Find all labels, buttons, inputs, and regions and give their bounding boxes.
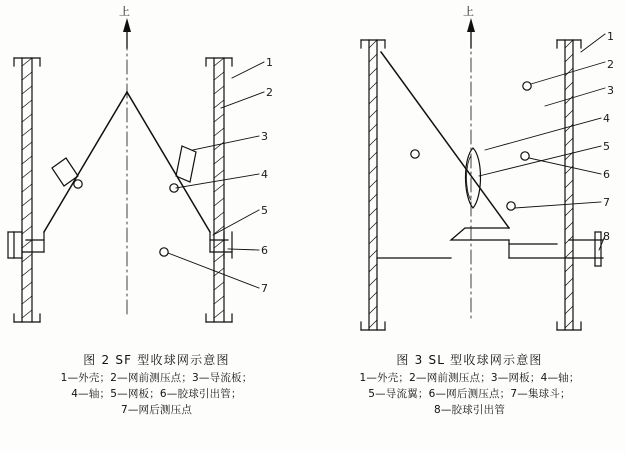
callout-3: 3	[261, 130, 268, 143]
pressure-tap-after-screen	[160, 248, 168, 256]
shell-right-hatch	[565, 40, 573, 328]
callout-1: 1	[266, 56, 273, 69]
ball-collecting-hopper	[451, 228, 569, 258]
figure-2-legend-line-1: 1—外壳；2—网前测压点；3—导流板；	[60, 371, 253, 384]
shell-left-wall	[361, 40, 385, 330]
callout-leaders	[168, 62, 264, 288]
ball-outlet-pipe	[569, 232, 603, 266]
callout-7: 7	[261, 282, 268, 295]
pressure-tap-shaft	[523, 82, 531, 90]
callout-4: 4	[603, 112, 610, 125]
figure-2-legend-line-2: 4—轴；5—网板；6—胶球引出管；	[71, 387, 242, 400]
callout-5: 5	[603, 140, 610, 153]
ball-outlet-pipe-right	[210, 232, 232, 258]
callout-8: 8	[603, 230, 610, 243]
pressure-tap-lower	[507, 202, 515, 210]
figure-2-legend-line-3: 7—网后测压点	[120, 404, 193, 417]
callout-6: 6	[261, 244, 268, 257]
guide-plate-right	[176, 146, 196, 182]
figure-3-caption	[313, 351, 626, 418]
figure-3-legend-line-1: 1—外壳；2—网前测压点；3—网板；4—轴；	[359, 371, 580, 384]
shell-right-hatch	[214, 58, 224, 318]
pressure-tap-before-screen	[411, 150, 419, 158]
callout-1: 1	[607, 30, 614, 43]
callout-2: 2	[266, 86, 273, 99]
shell-left-wall	[14, 58, 40, 322]
figure-3-legend-line-2: 5—导流翼；6—网后测压点；7—集球斗；	[368, 387, 571, 400]
shell-left-hatch	[369, 40, 377, 328]
shell-left-hatch	[22, 58, 32, 318]
figure-3-title: 图 3 SL 型收球网示意图	[396, 353, 543, 367]
flow-label-up: 上	[119, 5, 130, 18]
shell-right-wall	[557, 40, 581, 330]
figure-3-legend-line-3: 8—胶球引出管	[433, 404, 506, 417]
pressure-tap-before-screen	[74, 180, 82, 188]
figure-2-caption	[0, 351, 313, 418]
callout-leaders	[479, 34, 605, 250]
callout-2: 2	[607, 58, 614, 71]
shell-right-wall	[206, 58, 232, 322]
figure-3-panel	[313, 0, 626, 453]
pressure-tap-after-screen	[521, 152, 529, 160]
callout-5: 5	[261, 204, 268, 217]
screen-plate-inclined	[381, 52, 509, 228]
flow-label-up: 上	[463, 5, 474, 18]
callout-7: 7	[603, 196, 610, 209]
callout-3: 3	[607, 84, 614, 97]
callout-4: 4	[261, 168, 268, 181]
callout-6: 6	[603, 168, 610, 181]
figure-3-drawing	[313, 0, 626, 345]
figure-2-title: 图 2 SF 型收球网示意图	[83, 353, 230, 367]
